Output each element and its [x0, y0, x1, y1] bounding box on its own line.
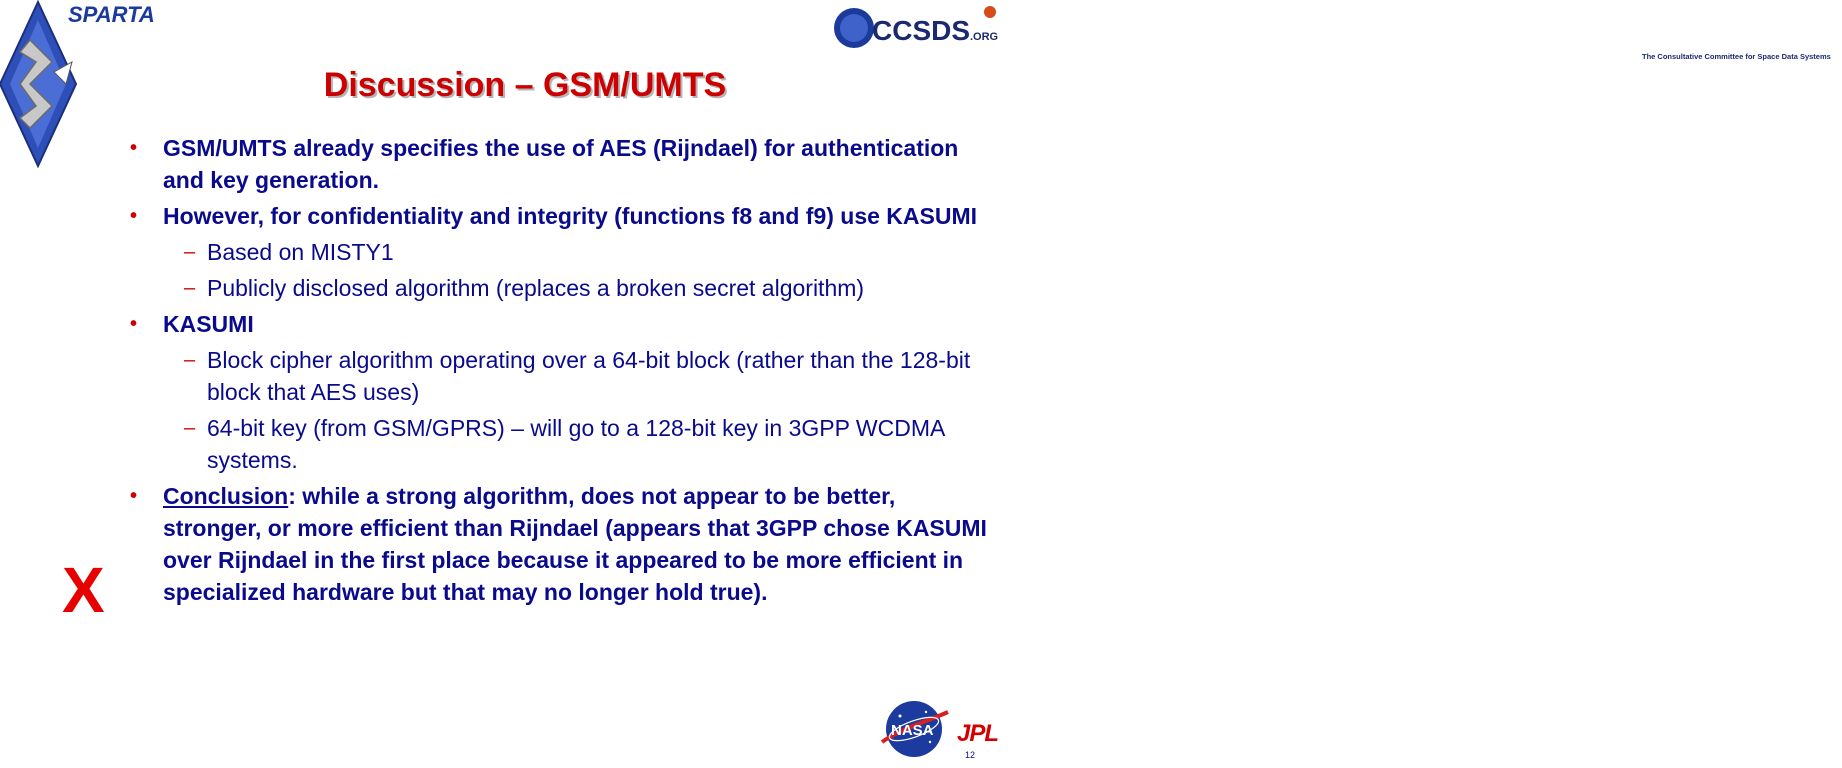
- bullet-marker: •: [130, 485, 138, 507]
- sub-bullet-item: [128, 272, 998, 304]
- dash-marker: –: [184, 277, 196, 299]
- sub-bullet-text: Publicly disclosed algorithm (replaces a broken secret algorithm): [207, 275, 865, 301]
- bullet-list: [128, 132, 998, 612]
- ccsds-caption: The Consultative Committee for Space Data Systems: [1642, 52, 1831, 61]
- jpl-logo: JPL: [957, 720, 999, 747]
- bullet-text: However, for confidentiality and integrity (functions f8 and f9) use KASUMI: [163, 203, 978, 229]
- bullet-marker: •: [130, 205, 138, 227]
- sub-bullet-text: Based on MISTY1: [207, 239, 394, 265]
- dash-marker: –: [184, 241, 196, 263]
- svg-text:CCSDS: CCSDS: [872, 15, 971, 46]
- conclusion-label: Conclusion: [163, 483, 289, 509]
- sub-bullet-item: [128, 236, 998, 268]
- sub-bullet-text: Block cipher algorithm operating over a 64-bit block (rather than the 128-bit block that AES uses): [207, 347, 971, 405]
- bullet-item-conclusion: [128, 480, 998, 608]
- red-x-marker: X: [62, 554, 105, 626]
- bullet-text: : while a strong algorithm, does not appear to be better, stronger, or more efficient than Rijndael (appears that 3GPP chose KASUMI over Rijndael in the first place because it appeared to be more efficient in specialized hardware but that may no longer hold true).: [163, 483, 987, 605]
- dash-marker: –: [184, 349, 196, 371]
- sub-bullet-item: [128, 344, 998, 408]
- page-number: 12: [965, 750, 976, 760]
- bullet-item: [128, 200, 998, 232]
- sub-bullet-text: 64-bit key (from GSM/GPRS) – will go to a 128-bit key in 3GPP WCDMA systems.: [207, 415, 945, 473]
- ccsds-globe-icon: [820, 2, 1024, 52]
- sparta-wordmark: SPARTA: [68, 2, 155, 27]
- bullet-text: GSM/UMTS already specifies the use of AES (Rijndael) for authentication and key generation.: [163, 135, 959, 193]
- dash-marker: –: [184, 417, 196, 439]
- nasa-meatball-icon: [878, 698, 950, 760]
- nasa-logo: [878, 698, 950, 760]
- slide-title: Discussion – GSM/UMTS: [323, 66, 727, 104]
- bullet-item: [128, 132, 998, 196]
- ccsds-logo: [820, 2, 1831, 76]
- bullet-text: KASUMI: [163, 311, 254, 337]
- bullet-item: [128, 308, 998, 340]
- bullet-marker: •: [130, 313, 138, 335]
- sub-bullet-item: [128, 412, 998, 476]
- nasa-wordmark: NASA: [891, 722, 934, 739]
- bullet-marker: •: [130, 137, 138, 159]
- svg-text:.ORG: .ORG: [970, 31, 999, 43]
